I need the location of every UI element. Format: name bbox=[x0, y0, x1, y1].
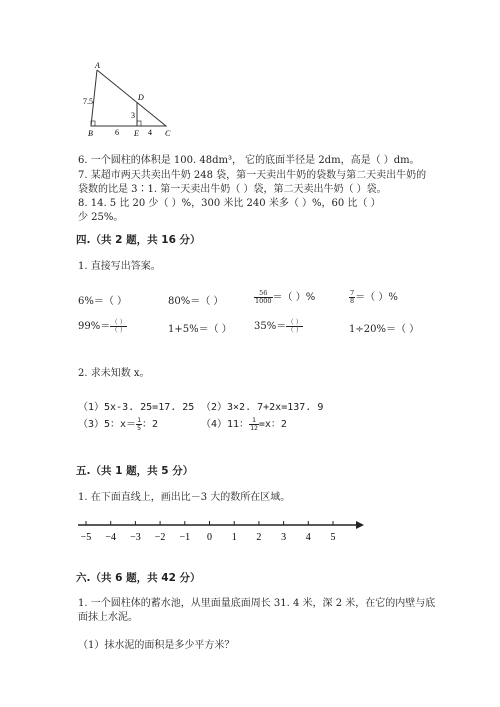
right-angle-e bbox=[137, 121, 141, 126]
number-line-label: 1 bbox=[231, 532, 237, 543]
fraction-blank: $\frac{( )}{( )}$ bbox=[111, 318, 127, 334]
calc-7-over-8: $\frac{7}{8}$ ＝（ ）% bbox=[350, 289, 398, 305]
section-6-q1-line2: 面抹上水泥。 bbox=[78, 612, 138, 623]
number-line-label: −2 bbox=[154, 532, 166, 543]
section-4-q2-title: 2. 求未知数 x。 bbox=[78, 368, 150, 379]
question-6: 6. 一个圆柱的体积是 100. 48dm³， 它的底面半径是 2dm，高是（ ）dm。 bbox=[78, 155, 420, 166]
number-line-label: 0 bbox=[207, 532, 212, 543]
number-line-label: −5 bbox=[80, 532, 92, 543]
number-line-label: 4 bbox=[305, 532, 311, 543]
section-4-heading: 四.（共 2 题，共 16 分） bbox=[76, 234, 201, 246]
label-b: B bbox=[88, 129, 93, 138]
question-8-line1: 8. 14. 5 比 20 少（ ）%，300 米比 240 米多（ ）%，60 比（ ） bbox=[78, 198, 381, 209]
triangle-outline bbox=[91, 70, 166, 126]
number-line-label: 5 bbox=[330, 532, 336, 543]
calc-80-percent: 80%＝（ ） bbox=[168, 296, 224, 307]
side-ec-length: 4 bbox=[148, 128, 152, 137]
number-line-label: −1 bbox=[179, 532, 191, 543]
fraction-blank: $\frac{( )}{( )}$ bbox=[287, 318, 303, 334]
section-4-q1-title: 1. 直接写出答案。 bbox=[78, 261, 161, 272]
fraction-56-1000: $\frac{56}{1000}$ bbox=[255, 289, 272, 305]
calc-56-over-1000: $\frac{56}{1000}$ ＝（ ）% bbox=[255, 289, 316, 305]
calc-1-div-20-percent: 1÷20%＝（ ） bbox=[349, 324, 420, 335]
equation-4: （4）11： $\frac{1}{12}$ =x：2 bbox=[201, 415, 287, 432]
equation-1: （1）5x-3. 25=17. 25 bbox=[78, 402, 195, 413]
side-be-length: 6 bbox=[115, 128, 119, 137]
triangle-figure bbox=[80, 58, 180, 140]
section-6-sub1: （1）抹水泥的面积是多少平方米？ bbox=[78, 640, 235, 651]
fraction-1-5: $\frac{1}{5}$ bbox=[137, 415, 141, 432]
section-6-heading: 六.（共 6 题，共 42 分） bbox=[76, 572, 201, 584]
label-a: A bbox=[95, 61, 100, 70]
number-line-arrow bbox=[356, 521, 364, 529]
number-line-label: 2 bbox=[256, 532, 262, 543]
label-e: E bbox=[134, 129, 139, 138]
calc-35-percent: 35%＝ $\frac{( )}{( )}$ bbox=[254, 318, 303, 334]
side-de-length: 3 bbox=[131, 111, 135, 120]
label-d: D bbox=[138, 93, 144, 102]
equation-2: （2）3×2. 7+2x=137. 9 bbox=[201, 402, 324, 413]
question-7-line1: 7. 某超市两天共卖出牛奶 248 袋，第一天卖出牛奶的袋数与第二天卖出牛奶的 bbox=[78, 170, 427, 181]
number-line-label: −3 bbox=[130, 532, 141, 543]
side-ab-length: 7.5 bbox=[83, 97, 93, 106]
section-5-q1: 1. 在下面直线上，画出比－3 大的数所在区域。 bbox=[78, 492, 291, 503]
calc-6-percent: 6%＝（ ） bbox=[78, 296, 128, 307]
equation-3: （3）5：x＝ $\frac{1}{5}$ ：2 bbox=[78, 415, 159, 432]
number-line-label: −4 bbox=[105, 532, 117, 543]
number-line bbox=[76, 518, 366, 546]
section-6-q1-line1: 1. 一个圆柱体的蓄水池，从里面量底面周长 31. 4 米，深 2 米，在它的内壁与底 bbox=[78, 598, 436, 609]
label-c: C bbox=[165, 129, 171, 138]
fraction-7-8: $\frac{7}{8}$ bbox=[350, 289, 355, 305]
question-7-line2: 袋数的比是 3∶1. 第一天卖出牛奶（ ）袋，第二天卖出牛奶（ ）袋。 bbox=[78, 184, 387, 195]
calc-99-percent: 99%＝ $\frac{( )}{( )}$ bbox=[78, 318, 127, 334]
fraction-1-12: $\frac{1}{12}$ bbox=[250, 415, 258, 432]
calc-1-plus-5-percent: 1+5%＝（ ） bbox=[168, 324, 232, 335]
number-line-label: 3 bbox=[281, 532, 287, 543]
section-5-heading: 五.（共 1 题，共 5 分） bbox=[76, 465, 194, 477]
question-8-line2: 少 25%。 bbox=[78, 212, 124, 223]
